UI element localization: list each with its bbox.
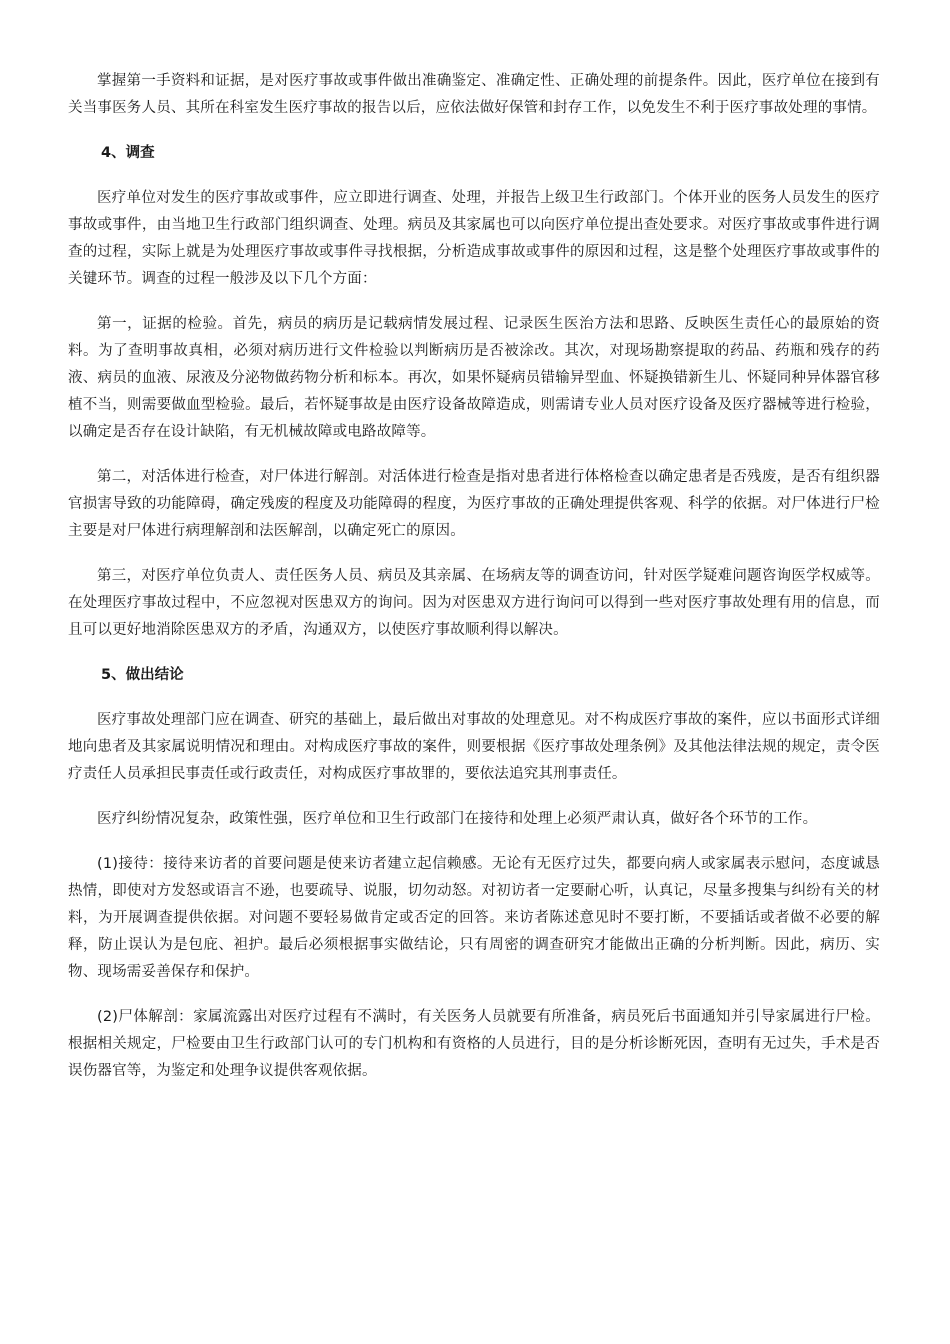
paragraph-conclusion: 医疗事故处理部门应在调查、研究的基础上，最后做出对事故的处理意见。对不构成医疗事故的案件，应以书面形式详细地向患者及其家属说明情况和理由。对构成医疗事故的案件，则要根据《医疗事故处理条例》及其他法律法规的规定，责令医疗责任人员承担民事责任或行政责任，对构成医疗事故罪的，要依法追究其刑事责任。 [68,712,880,782]
paragraph-evidence-inspection: 第一，证据的检验。首先，病员的病历是记载病情发展过程、记录医生医治方法和思路、反映医生责任心的最原始的资料。为了查明事故真相，必须对病历进行文件检验以判断病历是否被涂改。其次，对现场勘察提取的药品、药瓶和残存的药液、病员的血液、尿液及分泌物做药物分析和标本。再次，如果怀疑病员错输异型血、怀疑换错新生儿、怀疑同种异体器官移植不当，则需要做血型检验。最后，若怀疑事故是由医疗设备故障造成，则需请专业人员对医疗设备及医疗器械等进行检验，以确定是否存在设计缺陷，有无机械故障或电路故障等。 [68,316,880,440]
paragraph-dispute-handling: 医疗纠纷情况复杂，政策性强，医疗单位和卫生行政部门在接待和处理上必须严肃认真，做好各个环节的工作。 [97,811,818,827]
document-page [68,68,880,1103]
paragraph-investigation-intro: 医疗单位对发生的医疗事故或事件，应立即进行调查、处理，并报告上级卫生行政部门。个体开业的医务人员发生的医疗事故或事件，由当地卫生行政部门组织调查、处理。病员及其家属也可以向医疗单位提出查处要求。对医疗事故或事件进行调查的过程，实际上就是为处理医疗事故或事件寻找根据，分析造成事故或事件的原因和过程，这是整个处理医疗事故或事件的关键环节。调查的过程一般涉及以下几个方面： [68,190,880,287]
paragraph-autopsy: (2)尸体解剖：家属流露出对医疗过程有不满时，有关医务人员就要有所准备，病员死后书面通知并引导家属进行尸检。根据相关规定，尸检要由卫生行政部门认可的专门机构和有资格的人员进行，目的是分析诊断死因，查明有无过失，手术是否误伤器官等，为鉴定和处理争议提供客观依据。 [68,1009,880,1079]
paragraph-interviews: 第三，对医疗单位负责人、责任医务人员、病员及其亲属、在场病友等的调查访问，针对医学疑难问题咨询医学权威等。在处理医疗事故过程中，不应忽视对医患双方的询问。因为对医患双方进行询问可以得到一些对医疗事故处理有用的信息，而且可以更好地消除医患双方的矛盾，沟通双方，以使医疗事故顺利得以解决。 [68,568,880,638]
paragraph-body-examination: 第二，对活体进行检查，对尸体进行解剖。对活体进行检查是指对患者进行体格检查以确定患者是否残废，是否有组织器官损害导致的功能障碍，确定残废的程度及功能障碍的程度，为医疗事故的正确处理提供客观、科学的依据。对尸体进行尸检主要是对尸体进行病理解剖和法医解剖，以确定死亡的原因。 [68,469,880,539]
paragraph-reception: (1)接待：接待来访者的首要问题是使来访者建立起信赖感。无论有无医疗过失，都要向病人或家属表示慰问，态度诚恳热情，即使对方发怒或语言不逊，也要疏导、说服，切勿动怒。对初访者一定要耐心听，认真记，尽量多搜集与纠纷有关的材料，为开展调查提供依据。对问题不要轻易做肯定或否定的回答。来访者陈述意见时不要打断，不要插话或者做不必要的解释，防止误认为是包庇、袒护。最后必须根据事实做结论，只有周密的调查研究才能做出正确的分析判断。因此，病历、实物、现场需妥善保存和保护。 [68,856,880,980]
section-heading-conclusion: 5、做出结论 [101,667,184,683]
paragraph-evidence-preservation: 掌握第一手资料和证据，是对医疗事故或事件做出准确鉴定、准确定性、正确处理的前提条件。因此，医疗单位在接到有关当事医务人员、其所在科室发生医疗事故的报告以后，应依法做好保管和封存工作，以免发生不利于医疗事故处理的事情。 [68,73,880,116]
section-heading-investigation: 4、调查 [101,145,155,161]
